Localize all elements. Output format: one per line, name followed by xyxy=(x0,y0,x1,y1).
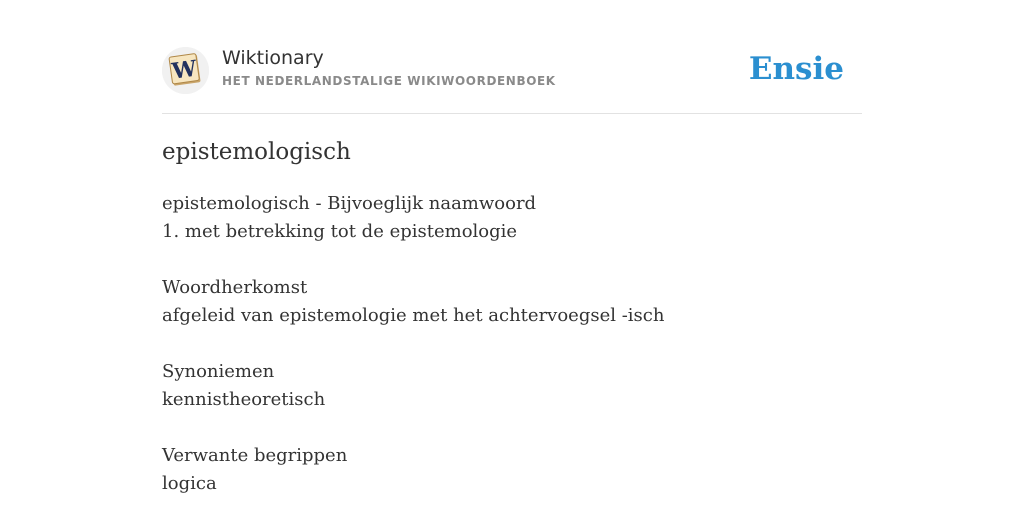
related-text: logica xyxy=(162,473,217,494)
entry-content xyxy=(162,137,862,498)
synonyms-text: kennistheoretisch xyxy=(162,389,326,410)
wiktionary-logo-icon[interactable] xyxy=(162,47,209,94)
etymology-heading: Woordherkomst xyxy=(162,277,308,298)
ensie-logo-link[interactable]: Ensie xyxy=(748,51,844,87)
part-of-speech-line: epistemologisch - Bijvoeglijk naamwoord xyxy=(162,193,537,214)
brand xyxy=(222,46,556,89)
site-header xyxy=(162,40,862,114)
entry-body xyxy=(162,190,862,498)
etymology-text: afgeleid van epistemologie met het achtervoegsel -isch xyxy=(162,305,665,326)
spacer xyxy=(162,414,862,442)
site-subtitle: HET NEDERLANDSTALIGE WIKIWOORDENBOEK xyxy=(222,74,556,88)
spacer xyxy=(162,330,862,358)
spacer xyxy=(162,246,862,274)
page-title: epistemologisch xyxy=(162,139,351,165)
related-heading: Verwante begrippen xyxy=(162,445,348,466)
synonyms-heading: Synoniemen xyxy=(162,361,275,382)
definition: 1. met betrekking tot de epistemologie xyxy=(162,221,518,242)
svg-text:W: W xyxy=(170,55,199,85)
site-name[interactable]: Wiktionary xyxy=(222,47,324,69)
